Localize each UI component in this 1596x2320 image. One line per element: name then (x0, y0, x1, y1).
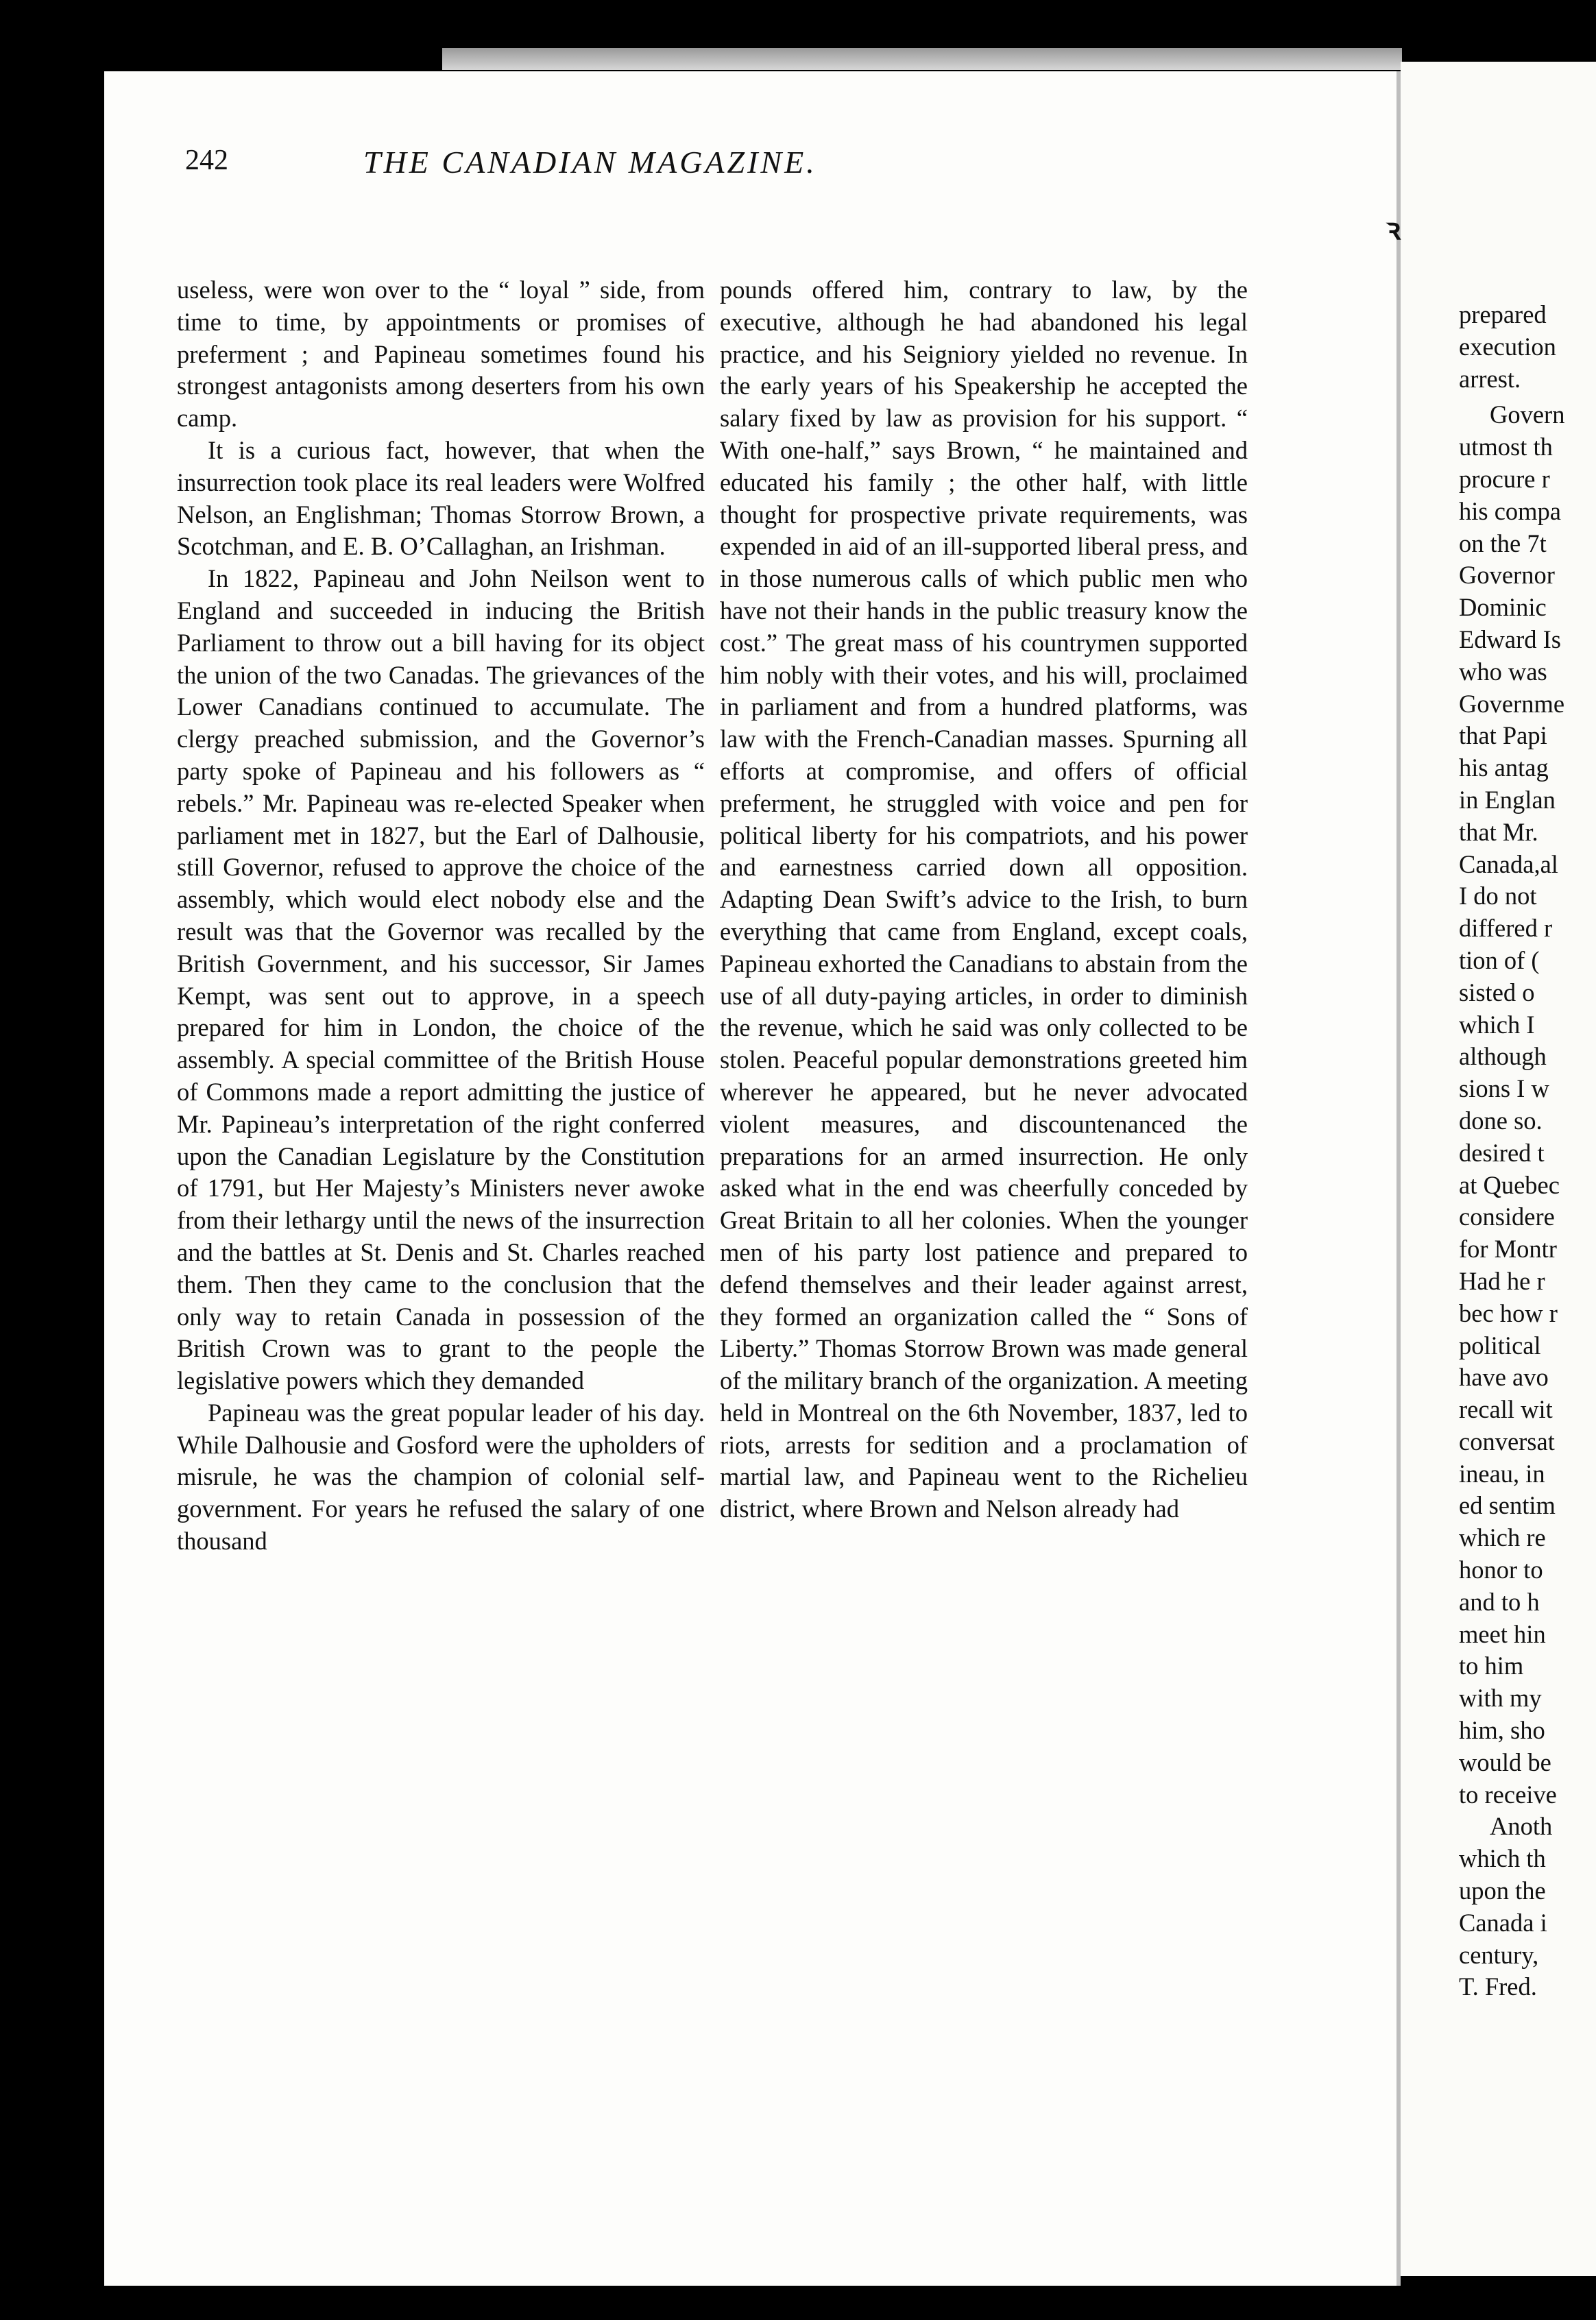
fragment-line: conversat (1459, 1427, 1555, 1455)
fragment-line: ed sentim (1459, 1491, 1556, 1520)
fragment-line: who was (1459, 657, 1547, 686)
paragraph: In 1822, Papineau and John Neilson went to England and succeeded in inducing the British Parliament to throw out a bill having for its object the union of the two Canadas. The grievances of the Lower Canadians continued to accumulate. The clergy preached submission, and the Governor’s party spoke of Papineau and his followers as “ rebels.” Mr. Papineau was re-elected Speaker when parliament met in 1827, but the Earl of Dalhousie, still Governor, refused to approve the choice of the assembly, which would elect nobody else and the result was that the Governor was recalled by the British Government, and his successor, Sir James Kempt, was sent out to approve, in a speech prepared for him in London, the choice of the assembly. A special committee of the British House of Commons made a report admitting the justice of Mr. Papineau’s interpretation of the right conferred upon the Canadian Legislature by the Constitution of 1791, but Her Majesty’s Ministers never awoke from their lethargy until the news of the insurrection and the battles at St. Denis and St. Charles reached them. Then they came to the conclusion that the only way to retain Canada in possession of the British Crown was to grant to the people the legislative powers which they demanded (177, 564, 705, 1395)
fragment-line: to him (1459, 1652, 1524, 1680)
fragment-line: sions I w (1459, 1074, 1549, 1103)
fragment-line: which I (1459, 1010, 1535, 1039)
fragment-line: execution (1459, 332, 1556, 361)
running-header (185, 144, 1076, 192)
fragment-line: recall wit (1459, 1395, 1553, 1424)
fragment-line: Governme (1459, 689, 1565, 718)
fragment-line: Governor (1459, 561, 1555, 590)
fragment-line: done so. (1459, 1106, 1543, 1135)
paragraph: pounds offered him, contrary to law, by the executive, although he had abandoned his legal practice, and his Seigniory yielded no revenue. In the early years of his Speakership he accepted the salary fixed by law as provision for his support. “ With one-half,” says Brown, “ he maintained and educated his family ; the other half, with little thought for prospective private requirements, was expended in aid of an ill-supported liberal press, and in those numerous calls of which public men who have not their hands in the public treasury know the cost.” The great mass of his countrymen supported him nobly with their votes, and his will, proclaimed in parliament and from a hundred platforms, was law with the French-Canadian masses. Spurning all efforts at compromise, and offers of official preferment, he struggled with voice and pen for political liberty for his compatriots, and his power and earnestness carried down all opposition. Adapting Dean Swift’s advice to the Irish, to burn everything that came from England, except coals, Papineau exhorted the Canadians to abstain from the use of all duty-paying articles, in order to diminish the revenue, which he said was only collected to be stolen. Peaceful popular demonstrations greeted him wherever he appeared, but he never advocated violent measures, and discountenanced the preparations for an armed insurrection. He only asked what in the end was cheerfully conceded by Great Britain to all her colonies. When the younger men of his party lost patience and prepared to defend themselves and their leader against arrest, they formed an organization called the “ Sons of Liberty.” Thomas Storrow Brown was made general of the military branch of the organization. A meeting held in Montreal on the 6th November, 1837, led to riots, arrests for sedition and a proclamation of martial law, and Papineau went to the Richelieu district, where Brown and Nelson already had (720, 276, 1248, 1523)
fragment-line: Edward Is (1459, 625, 1561, 653)
fragment-line: for Montr (1459, 1235, 1557, 1264)
fragment-line: with my (1459, 1684, 1542, 1713)
fragment-line: sisted o (1459, 978, 1535, 1006)
fragment-line: procure r (1459, 464, 1550, 493)
fragment-line: ineau, in (1459, 1459, 1545, 1488)
fragment-line: prepared (1459, 300, 1547, 328)
running-title: THE CANADIAN MAGAZINE. (363, 145, 817, 180)
fragment-line: in Englan (1459, 785, 1556, 814)
fragment-line: at Quebec (1459, 1170, 1560, 1199)
fragment-line: upon the (1459, 1876, 1546, 1905)
fragment-line: him, sho (1459, 1716, 1545, 1745)
fragment-line: which re (1459, 1523, 1546, 1552)
left-text-column (177, 274, 705, 1558)
fragment-line: and to h (1459, 1587, 1540, 1616)
fragment-line: to receive (1459, 1780, 1557, 1809)
fragment-line: on the 7t (1459, 529, 1547, 557)
page-number: 242 (185, 145, 228, 176)
fragment-line: desired t (1459, 1138, 1545, 1167)
paragraph: Papineau was the great popular leader of his day. While Dalhousie and Gosford were the upholders of misrule, he was the champion of colonial self-government. For years he refused the salary of one thousand (177, 1398, 705, 1556)
binding-edge-strip (442, 48, 1402, 70)
fragment-line: Had he r (1459, 1266, 1545, 1295)
fragment-line: Dominic (1459, 593, 1547, 622)
fragment-line: differed r (1459, 914, 1553, 943)
fragment-line: that Mr. (1459, 817, 1538, 846)
paragraph: useless, were won over to the “ loyal ” side, from time to time, by appointments or promises of preferment ; and Papineau sometimes found his strongest antagonists among deserters from his own camp. (177, 276, 705, 433)
page-edge-mark: ꝛ (1386, 213, 1401, 246)
fragment-line: T. Fred. (1459, 1972, 1537, 2001)
fragment-line: Canada i (1459, 1908, 1547, 1937)
fragment-line: tion of ( (1459, 945, 1540, 974)
fragment-line: that Papi (1459, 721, 1547, 750)
fragment-line: have avo (1459, 1363, 1549, 1392)
facing-page-text-fragment (1459, 299, 1596, 2003)
fragment-line: honor to (1459, 1556, 1543, 1584)
fragment-line: considere (1459, 1203, 1555, 1231)
paragraph: It is a curious fact, however, that when the insurrection took place its real leaders were Wolfred Nelson, an Englishman; Thomas Storrow Brown, a Scotchman, and E. B. O’Callaghan, an Irishman. (177, 435, 705, 561)
fragment-line: Canada,al (1459, 849, 1558, 878)
fragment-line: although (1459, 1042, 1547, 1071)
fragment-line: utmost th (1459, 433, 1553, 461)
fragment-line: which th (1459, 1844, 1546, 1873)
middle-text-column (720, 274, 1248, 1525)
fragment-line: his antag (1459, 753, 1549, 782)
fragment-line: his compa (1459, 496, 1562, 525)
fragment-line: Govern (1490, 400, 1565, 429)
fragment-line: meet hin (1459, 1619, 1546, 1648)
fragment-line: century, (1459, 1940, 1539, 1969)
fragment-line: I do not (1459, 882, 1537, 910)
fragment-line: Anoth (1490, 1812, 1553, 1841)
fragment-line: political (1459, 1331, 1541, 1360)
fragment-line: arrest. (1459, 364, 1521, 393)
fragment-line: would be (1459, 1748, 1551, 1776)
fragment-line: bec how r (1459, 1298, 1558, 1327)
